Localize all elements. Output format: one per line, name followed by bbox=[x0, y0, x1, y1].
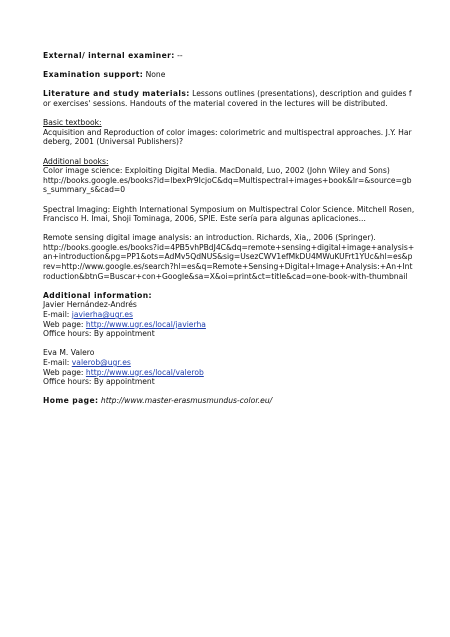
contact2-name: Eva M. Valero bbox=[43, 348, 95, 358]
contact1-email-label: E-mail: bbox=[43, 310, 70, 320]
additional-books-book1 bbox=[43, 157, 415, 195]
contact1-hours: Office hours: By appointment bbox=[43, 329, 155, 339]
support-line bbox=[43, 70, 415, 80]
contact2-email-label: E-mail: bbox=[43, 358, 70, 367]
contact1-web-link[interactable]: http://www.ugr.es/local/javierha bbox=[85, 319, 206, 329]
contact2-hours: Office hours: By appointment bbox=[43, 377, 155, 387]
basic-textbook-heading: Basic textbook: bbox=[43, 118, 102, 128]
home-page-line bbox=[43, 396, 415, 406]
book1-url: http://books.google.es/books?id=lbexPr9IcjoC&dq=Multispectral+images+book&lr=&source=gbs_summary_s&cad=0 bbox=[43, 175, 412, 195]
literature-line bbox=[43, 89, 415, 108]
contact1-email-line bbox=[43, 310, 415, 320]
contact1-email-link[interactable]: javierha@ugr.es bbox=[71, 310, 133, 320]
examiner-value: -- bbox=[177, 51, 183, 60]
contact2-web-link[interactable]: http://www.ugr.es/local/valerob bbox=[85, 367, 204, 377]
book1-title: Color image science: Exploiting Digital Media. MacDonald, Luo, 2002 (John Wiley and Sons) bbox=[43, 166, 390, 176]
contact2-web-label: Web page: bbox=[43, 367, 84, 377]
examiner-label: External/ internal examiner: bbox=[43, 51, 175, 60]
support-label: Examination support: bbox=[43, 70, 144, 80]
literature-label: Literature and study materials: bbox=[43, 89, 190, 99]
additional-books-book3 bbox=[43, 233, 415, 281]
basic-textbook-text: Acquisition and Reproduction of color images: colorimetric and multispectral approaches. J.Y. Hardeberg, 2001 (Universal Publishers)? bbox=[43, 127, 412, 147]
book3-url: http://books.google.es/books?id=4PB5vhPBdJ4C&dq=remote+sensing+digital+image+analysis+an+introduction&pg=PP1&ots=AdMv5QdNUS&sig=UsezCWV1efMkDU4MWuKUFrt1YUc&hl=es&prev=http://www.google.es/search?hl=es&q=Remote+Sensing+Digital+Image+Analysis:+An+Introduction&btnG=Buscar+con+Google&sa=X&oi=print&ct=title&cad=one-book-with-thumbnail bbox=[43, 242, 415, 281]
contact1-web-line bbox=[43, 320, 415, 330]
support-value: None bbox=[145, 70, 166, 80]
contact2-email-line bbox=[43, 358, 415, 368]
book3-title: Remote sensing digital image analysis: an introduction. Richards, Xia,, 2006 (Springer). bbox=[43, 233, 376, 243]
document-page bbox=[43, 51, 415, 416]
additional-info-contact2 bbox=[43, 348, 415, 386]
additional-books-heading: Additional books: bbox=[43, 156, 109, 166]
contact1-name: Javier Hernández-Andrés bbox=[43, 300, 137, 310]
home-page-label: Home page: bbox=[43, 396, 99, 406]
additional-info-contact1 bbox=[43, 291, 415, 339]
book2-text: Spectral Imaging: Eighth International Symposium on Multispectral Color Science. Mitchell Rosen, Francisco H. Imai, Shoji Tominaga, 2006, SPIE. Este sería para algunas aplicaciones... bbox=[43, 204, 415, 224]
contact2-email-link[interactable]: valerob@ugr.es bbox=[71, 358, 131, 367]
contact2-web-line bbox=[43, 368, 415, 378]
contact1-web-label: Web page: bbox=[43, 319, 84, 329]
examiner-line bbox=[43, 51, 415, 61]
additional-info-heading: Additional information: bbox=[43, 290, 152, 300]
literature-value: Lessons outlines (presentations), description and guides for exercises' sessions. Handouts of the material covered in the lectures will be distributed. bbox=[43, 89, 412, 108]
home-page-url[interactable]: http://www.master-erasmusmundus-color.eu/ bbox=[100, 396, 273, 406]
basic-textbook-section bbox=[43, 118, 415, 147]
additional-books-book2 bbox=[43, 205, 415, 224]
